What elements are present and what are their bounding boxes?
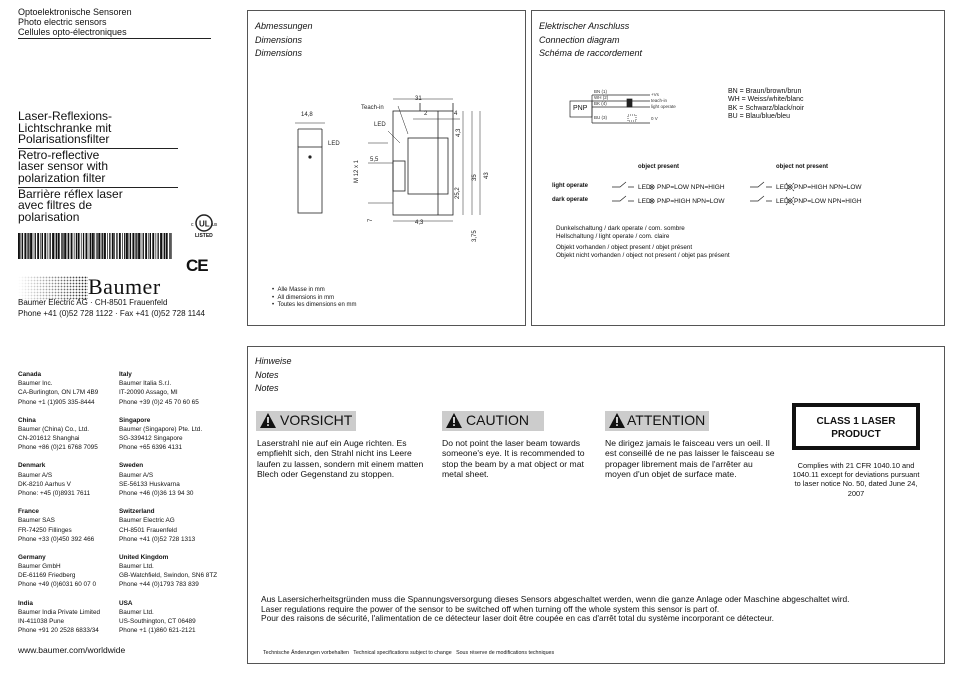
wire-bu: BU (3) xyxy=(594,115,608,120)
barcode-bar xyxy=(143,233,144,259)
svg-text:UL: UL xyxy=(199,219,210,229)
barcode-bar xyxy=(71,233,73,259)
dim-4: 4 xyxy=(454,111,458,117)
barcode-bar xyxy=(27,233,28,259)
barcode-bar xyxy=(86,233,88,259)
barcode-bar xyxy=(119,233,121,259)
country-line: Baumer Electric AG xyxy=(119,517,175,525)
note-fr: Toutes les dimensions en mm xyxy=(277,302,357,308)
country-line: Baumer (China) Co., Ltd. xyxy=(18,425,90,433)
ul-listed-mark xyxy=(190,212,216,242)
row-dark-operate: dark operate xyxy=(552,197,589,203)
barcode-bar xyxy=(156,233,157,259)
barcode-bar xyxy=(114,233,115,259)
laser-class-box xyxy=(792,403,920,450)
led-dp: LED xyxy=(638,198,651,205)
dim-5-5: 5,5 xyxy=(370,157,379,163)
country-name: Denmark xyxy=(18,462,46,470)
barcode-bar xyxy=(67,233,68,259)
warning-label-en: CAUTION xyxy=(466,412,529,428)
dim-14-8: 14,8 xyxy=(301,112,313,118)
country-line: Phone +65 6396 4131 xyxy=(119,444,183,452)
country-block xyxy=(18,553,96,590)
dim-teach-in: Teach-in xyxy=(361,105,384,111)
led-ln: LED xyxy=(776,184,789,191)
barcode-bar xyxy=(30,233,32,259)
col-object-present: object present xyxy=(638,164,680,170)
operate-text xyxy=(556,225,685,240)
notes-heading-en: Notes xyxy=(255,369,279,380)
wire-bk: BK (4) xyxy=(594,101,607,106)
company-phone: Phone +41 (0)52 728 1122 · Fax +41 (0)52 728 1144 xyxy=(18,309,205,318)
note-en: All dimensions in mm xyxy=(277,294,335,301)
power-note xyxy=(261,595,861,624)
barcode-bar xyxy=(61,233,62,259)
barcode-bar xyxy=(78,233,80,259)
dim-31: 31 xyxy=(415,96,422,102)
warning-label-de: VORSICHT xyxy=(280,412,353,428)
barcode-bar xyxy=(129,233,130,259)
country-block xyxy=(119,507,195,544)
barcode-bar xyxy=(112,233,114,259)
country-line: Baumer A/S xyxy=(119,471,154,479)
connection-heading-fr: Schéma de raccordement xyxy=(539,48,643,59)
dim-43: 43 xyxy=(484,172,490,179)
country-line: Phone +1 (1)860 621-2121 xyxy=(119,627,196,635)
footer-note: Technische Änderungen vorbehalten Technical specifications subject to change Sous réserve de modifications techniques xyxy=(263,650,555,656)
country-block xyxy=(18,416,98,453)
company-address: Baumer Electric AG · CH-8501 Frauenfeld xyxy=(18,298,168,307)
col-object-not-present: object not present xyxy=(776,164,829,170)
header-divider xyxy=(18,38,211,39)
website-link[interactable]: www.baumer.com/worldwide xyxy=(18,645,126,655)
barcode-bar xyxy=(94,233,95,259)
barcode-bar xyxy=(52,233,54,259)
warning-label-fr: ATTENTION xyxy=(627,412,706,428)
barcode-bar xyxy=(141,233,142,259)
barcode-bar xyxy=(21,233,22,259)
barcode-bar xyxy=(160,233,162,259)
barcode-bar xyxy=(90,233,91,259)
sig-vs: +Vs xyxy=(651,92,659,97)
barcode xyxy=(18,233,174,259)
barcode-bar xyxy=(64,233,66,259)
country-line: Phone +33 (0)450 392 466 xyxy=(18,535,95,543)
barcode-bar xyxy=(62,233,63,259)
country-line: SG-339412 Singapore xyxy=(119,435,183,443)
country-block xyxy=(119,599,196,636)
barcode-bar xyxy=(138,233,140,259)
led-dn: LED xyxy=(776,198,789,205)
barcode-bar xyxy=(96,233,97,259)
sig-teach: teach-in xyxy=(651,98,668,103)
barcode-bar xyxy=(102,233,103,259)
country-line: Baumer A/S xyxy=(18,471,53,479)
ul-listed-text: LISTED xyxy=(195,233,213,239)
legend-wh: WH = Weiss/white/blanc xyxy=(728,96,804,104)
country-name: Germany xyxy=(18,553,46,561)
svg-text:us: us xyxy=(212,222,218,228)
barcode-bar xyxy=(132,233,134,259)
dim-35: 35 xyxy=(472,174,478,181)
barcode-bar xyxy=(164,233,165,259)
state-dark-present: PNP=HIGH NPN=LOW xyxy=(657,198,725,205)
barcode-bar xyxy=(48,233,49,259)
dimensions-panel xyxy=(247,10,526,326)
wire-wh: WH (2) xyxy=(594,95,609,100)
country-line: US-Southington, CT 06489 xyxy=(119,617,196,625)
barcode-bar xyxy=(136,233,137,259)
country-line: Phone +49 (0)6031 60 07 0 xyxy=(18,581,96,589)
barcode-bar xyxy=(116,233,117,259)
title-en-3: polarization filter xyxy=(18,170,106,185)
country-block xyxy=(18,507,94,544)
barcode-bar xyxy=(109,233,110,259)
country-line: Baumer (Singapore) Pte. Ltd. xyxy=(119,425,203,433)
legend-bk: BK = Schwarz/black/noir xyxy=(728,104,805,112)
barcode-bar xyxy=(122,233,123,259)
sig-0v: 0 V xyxy=(651,116,658,121)
country-line: CH-8501 Frauenfeld xyxy=(119,526,177,534)
connection-heading-en: Connection diagram xyxy=(539,34,620,45)
barcode-bar xyxy=(98,233,100,259)
product-title xyxy=(18,111,178,223)
country-line: Baumer Ltd. xyxy=(119,608,154,616)
country-line: IT-20090 Assago, MI xyxy=(119,389,178,397)
warning-caution xyxy=(442,411,544,431)
dimensions-heading-fr: Dimensions xyxy=(255,48,303,59)
barcode-bar xyxy=(58,233,60,259)
warning-vorsicht xyxy=(256,411,356,431)
barcode-bar xyxy=(124,233,125,259)
pnp-label: PNP xyxy=(573,105,588,112)
country-line: Phone +46 (0)36 13 94 30 xyxy=(119,490,194,497)
country-block xyxy=(119,370,199,407)
barcode-bar xyxy=(76,233,77,259)
country-line: FR-74250 Fillinges xyxy=(18,526,72,534)
title-de-1: Laser-Reflexions- xyxy=(18,109,113,123)
barcode-bar xyxy=(50,233,51,259)
warning-text-fr: Ne dirigez jamais le faisceau vers un oeil. Il est conseillé de ne pas laisser le faisceau se propager librement mais de l'arrêter au moyen d'un objet de surface mate. xyxy=(605,438,775,480)
country-line: Baumer Inc. xyxy=(18,380,53,388)
barcode-bar xyxy=(42,233,43,259)
object-text xyxy=(556,244,730,259)
dim-led-2: LED xyxy=(374,122,386,128)
legend-bu: BU = Blau/blue/bleu xyxy=(728,113,791,121)
state-dark-not-present: PNP=LOW NPN=HIGH xyxy=(794,198,862,205)
barcode-bar xyxy=(130,233,131,259)
laser-class-text: CLASS 1 LASER PRODUCT xyxy=(816,416,896,440)
title-en-2: laser sensor with xyxy=(18,159,109,174)
country-line: GB-Watchfield, Swindon, SN6 8TZ xyxy=(119,572,218,580)
barcode-bar xyxy=(56,233,57,259)
dim-4-3-top: 4,3 xyxy=(456,128,462,137)
barcode-bar xyxy=(44,233,46,259)
country-name: Sweden xyxy=(119,462,144,470)
dimensions-heading-de: Abmessungen xyxy=(255,21,313,31)
barcode-bar xyxy=(37,233,39,259)
barcode-bar xyxy=(24,233,26,259)
dim-3-75: 3,75 xyxy=(472,230,478,242)
sig-light: light operate xyxy=(651,104,676,109)
dim-m12: M 12 x 1 xyxy=(354,159,360,183)
country-line: DE-61169 Friedberg xyxy=(18,572,76,580)
barcode-bar xyxy=(145,233,147,259)
dim-25-2: 25,2 xyxy=(455,187,461,199)
country-line: Baumer India Private Limited xyxy=(18,608,101,616)
connection-heading-de: Elektrischer Anschluss xyxy=(539,21,630,31)
country-line: SE-56133 Huskvarna xyxy=(119,480,180,488)
country-line: Phone +44 (0)1793 783 839 xyxy=(119,581,199,589)
title-fr-2: avec filtres de xyxy=(18,198,93,213)
barcode-bar xyxy=(166,233,168,259)
title-de-3: Polarisationsfilter xyxy=(18,132,110,147)
country-block xyxy=(18,461,90,498)
operate-light: Hellschaltung / light operate / com. claire xyxy=(556,232,670,240)
barcode-bar xyxy=(81,233,82,259)
barcode-bar xyxy=(40,233,41,259)
wire-bn: BN (1) xyxy=(594,89,608,94)
svg-text:c: c xyxy=(191,222,194,228)
led-lp: LED xyxy=(638,184,651,191)
country-line: DK-8210 Aarhus V xyxy=(18,480,71,488)
country-line: Baumer GmbH xyxy=(18,563,61,570)
country-line: Baumer Italia S.r.l. xyxy=(119,380,172,388)
country-name: Singapore xyxy=(119,416,151,424)
dimensions-heading-en: Dimensions xyxy=(255,34,303,45)
country-line: IN-411038 Pune xyxy=(18,617,65,625)
state-light-present: PNP=LOW NPN=HIGH xyxy=(657,184,725,191)
country-name: Canada xyxy=(18,371,42,378)
warning-icon xyxy=(446,413,462,428)
notes-heading-de: Hinweise xyxy=(255,356,292,366)
barcode-bar xyxy=(68,233,69,259)
barcode-bar xyxy=(18,233,20,259)
row-light-operate: light operate xyxy=(552,183,589,189)
barcode-bar xyxy=(101,233,102,259)
country-line: Phone +1 (1)905 335-8444 xyxy=(18,398,95,406)
operate-dark: Dunkelschaltung / dark operate / com. sombre xyxy=(556,225,685,232)
country-line: Phone +39 (0)2 45 70 60 65 xyxy=(119,398,199,406)
barcode-bar xyxy=(169,233,170,259)
power-note-fr: Pour des raisons de sécurité, l'alimentation de ce détecteur laser doit être coupée en cas d'arrêt total du système incorporant ce détecteur. xyxy=(261,613,774,623)
notes-heading-fr: Notes xyxy=(255,383,279,394)
country-line: Phone +41 (0)52 728 1313 xyxy=(119,535,196,543)
barcode-bar xyxy=(152,233,154,259)
country-line: Phone +91 20 2528 6833/34 xyxy=(18,627,99,635)
barcode-bar xyxy=(22,233,23,259)
dim-4-3-bottom: 4,3 xyxy=(415,220,424,226)
barcode-bar xyxy=(170,233,171,259)
category-header xyxy=(18,7,132,37)
barcode-bar xyxy=(148,233,149,259)
barcode-bar xyxy=(126,233,128,259)
barcode-bar xyxy=(104,233,106,259)
barcode-bar xyxy=(92,233,94,259)
notes-panel xyxy=(247,346,945,664)
title-fr-1: Barrière réflex laser xyxy=(18,186,123,201)
logo-text: Baumer xyxy=(88,274,161,299)
country-name: Switzerland xyxy=(119,508,155,516)
title-en-1: Retro-reflective xyxy=(18,147,100,162)
warning-text-en: Do not point the laser beam towards someone's eye. It is recommended to stop the beam by a mat object or mat metal sheet. xyxy=(442,438,585,480)
barcode-bar xyxy=(35,233,36,259)
warning-text-de: Laserstrahl nie auf ein Auge richten. Es empfiehlt sich, den Strahl nicht ins Leere laufen zu lassen, sondern mit einem matten Blech oder Gegenstand zu stoppen. xyxy=(257,438,424,480)
object-present-text: Objekt vorhanden / object present / objet présent xyxy=(556,244,693,251)
category-fr: Cellules opto-électroniques xyxy=(18,27,127,37)
country-block xyxy=(119,553,217,590)
state-light-not-present: PNP=HIGH NPN=LOW xyxy=(794,184,862,191)
title-fr-3: polarisation xyxy=(18,209,80,224)
wire-legend xyxy=(728,88,804,122)
complies-text: Complies with 21 CFR 1040.10 and 1040.11 except for deviations pursuant to laser notice No. 50, dated June 24, 2007 xyxy=(792,461,920,498)
dim-2: 2 xyxy=(424,111,428,117)
dimension-notes: • Alle Masse in mm • All dimensions in mm • Toutes les dimensions en mm xyxy=(272,287,357,308)
country-line: Phone +86 (0)21 6768 7095 xyxy=(18,444,98,452)
barcode-bar xyxy=(83,233,84,259)
barcode-bar xyxy=(28,233,29,259)
barcode-bar xyxy=(107,233,108,259)
power-note-en: Laser regulations require the power of the sensor to be switched off when turning off the whole system this sensor is part of. xyxy=(261,603,720,614)
dimension-drawing xyxy=(248,11,525,325)
country-block xyxy=(119,461,193,498)
object-not-present-text: Objekt nicht vorhanden / object not present / objet pas présent xyxy=(556,251,730,259)
ce-mark: CE xyxy=(186,256,208,275)
barcode-bar xyxy=(74,233,75,259)
dim-led-1: LED xyxy=(328,141,340,147)
category-de: Optoelektronische Sensoren xyxy=(18,7,132,17)
warning-attention xyxy=(605,411,709,431)
barcode-bar xyxy=(150,233,151,259)
country-name: India xyxy=(18,599,33,607)
country-name: China xyxy=(18,416,36,424)
barcode-bar xyxy=(163,233,164,259)
country-block xyxy=(119,416,202,453)
dim-7: 7 xyxy=(368,218,374,222)
legend-bn: BN = Braun/brown/brun xyxy=(728,88,802,95)
category-en: Photo electric sensors xyxy=(18,17,107,27)
warning-icon xyxy=(609,413,625,428)
barcode-bar xyxy=(89,233,90,259)
country-line: CA-Burlington, ON L7M 4B9 xyxy=(18,389,99,397)
barcode-bar xyxy=(55,233,56,259)
country-name: United Kingdom xyxy=(119,553,169,561)
country-line: Baumer SAS xyxy=(18,517,55,525)
country-name: France xyxy=(18,508,39,516)
barcode-bar xyxy=(33,233,34,259)
country-line: CN-201612 Shanghai xyxy=(18,435,80,443)
title-de-2: Lichtschranke mit xyxy=(18,120,112,135)
barcode-bar xyxy=(158,233,159,259)
country-name: USA xyxy=(119,599,133,607)
note-de: Alle Masse in mm xyxy=(277,287,325,293)
barcode-bar xyxy=(135,233,136,259)
country-name: Italy xyxy=(119,371,132,378)
country-block xyxy=(18,599,100,636)
connection-panel xyxy=(531,10,945,326)
country-line: Baumer Ltd. xyxy=(119,563,154,570)
country-block xyxy=(18,370,98,407)
power-note-de: Aus Lasersicherheitsgründen muss die Spannungsversorgung dieses Sensors abgeschaltet werden, wenn die ganze Anlage oder Maschine abgeschaltet wird. xyxy=(261,594,850,604)
warning-icon xyxy=(260,413,276,428)
country-line: Phone: +45 (0)8931 7611 xyxy=(18,490,91,497)
